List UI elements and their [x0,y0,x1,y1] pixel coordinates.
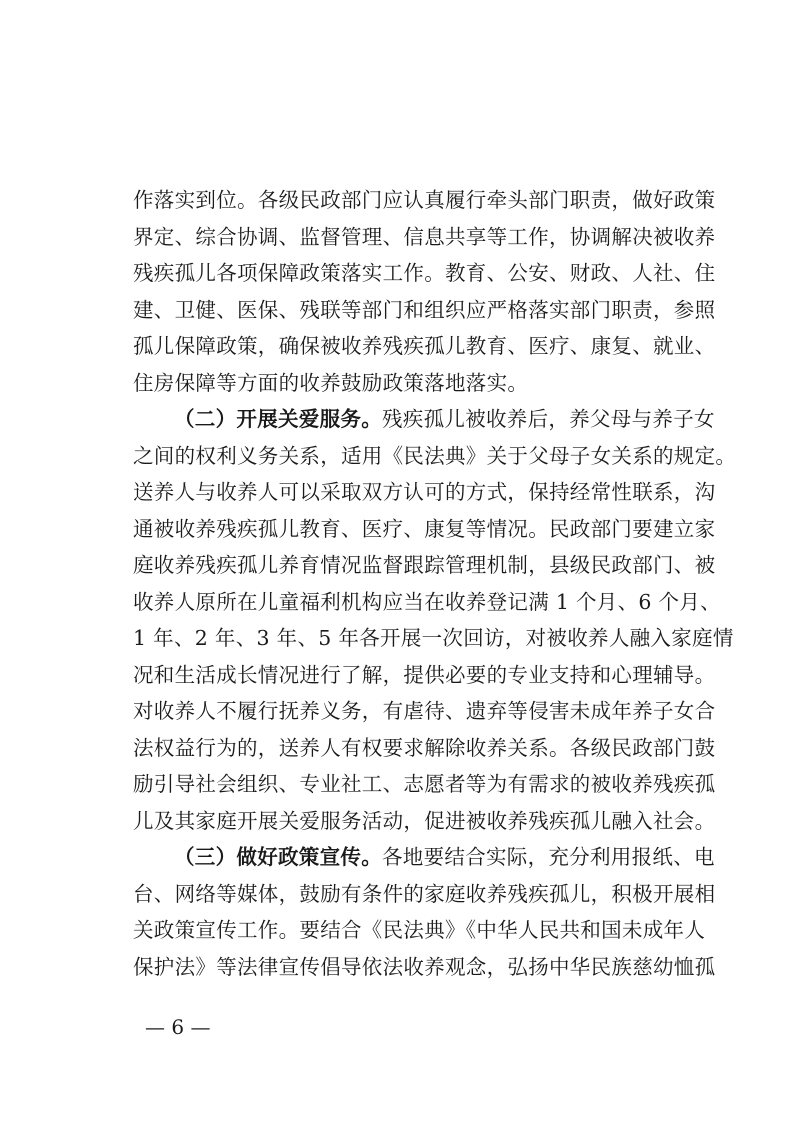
paragraph-line: 收养人原所在儿童福利机构应当在收养登记满 1 个月、6 个月、 [133,590,721,614]
paragraph-line: 对收养人不履行抚养义务，有虐待、遗弃等侵害未成年养子女合 [133,699,716,723]
section-heading: （二）开展关爱服务。 [174,407,382,431]
paragraph-line: 保护法》等法律宣传倡导依法收养观念，弘扬中华民族慈幼恤孤 [133,955,716,979]
section-first-line [174,840,715,874]
paragraph-line: 住房保障等方面的收养鼓励政策落地落实。 [133,371,529,395]
paragraph-line: 况和生活成长情况进行了解，提供必要的专业支持和心理辅导。 [133,663,716,687]
paragraph-line: 台、网络等媒体，鼓励有条件的家庭收养残疾孤儿，积极开展相 [133,882,716,906]
section-first-line [174,402,715,436]
paragraph-line: 庭收养残疾孤儿养育情况监督跟踪管理机制，县级民政部门、被 [133,553,716,577]
page-number: — 6 — [145,1015,211,1039]
section-text: 各地要结合实际，充分利用报纸、电 [382,845,715,869]
paragraph-line: 之间的权利义务关系，适用《民法典》关于父母子女关系的规定。 [133,444,737,468]
paragraph-line: 作落实到位。各级民政部门应认真履行牵头部门职责，做好政策 [133,188,716,212]
paragraph-line: 关政策宣传工作。要结合《民法典》《中华人民共和国未成年人 [133,918,706,942]
paragraph-line: 界定、综合协调、监督管理、信息共享等工作，协调解决被收养 [133,225,716,249]
paragraph-line: 残疾孤儿各项保障政策落实工作。教育、公安、财政、人社、住 [133,261,716,285]
section-heading: （三）做好政策宣传。 [174,845,382,869]
paragraph-line: 法权益行为的，送养人有权要求解除收养关系。各级民政部门鼓 [133,736,716,760]
paragraph-line: 儿及其家庭开展关爱服务活动，促进被收养残疾孤儿融入社会。 [133,809,716,833]
paragraph-line: 1 年、2 年、3 年、5 年各开展一次回访，对被收养人融入家庭情 [133,626,734,650]
paragraph-line: 通被收养残疾孤儿教育、医疗、康复等情况。民政部门要建立家 [133,517,716,541]
section-text: 残疾孤儿被收养后，养父母与养子女 [382,407,715,431]
paragraph-line: 建、卫健、医保、残联等部门和组织应严格落实部门职责，参照 [133,298,716,322]
paragraph-line: 送养人与收养人可以采取双方认可的方式，保持经常性联系，沟 [133,480,716,504]
paragraph-line: 孤儿保障政策，确保被收养残疾孤儿教育、医疗、康复、就业、 [133,334,716,358]
paragraph-line: 励引导社会组织、专业社工、志愿者等为有需求的被收养残疾孤 [133,772,716,796]
